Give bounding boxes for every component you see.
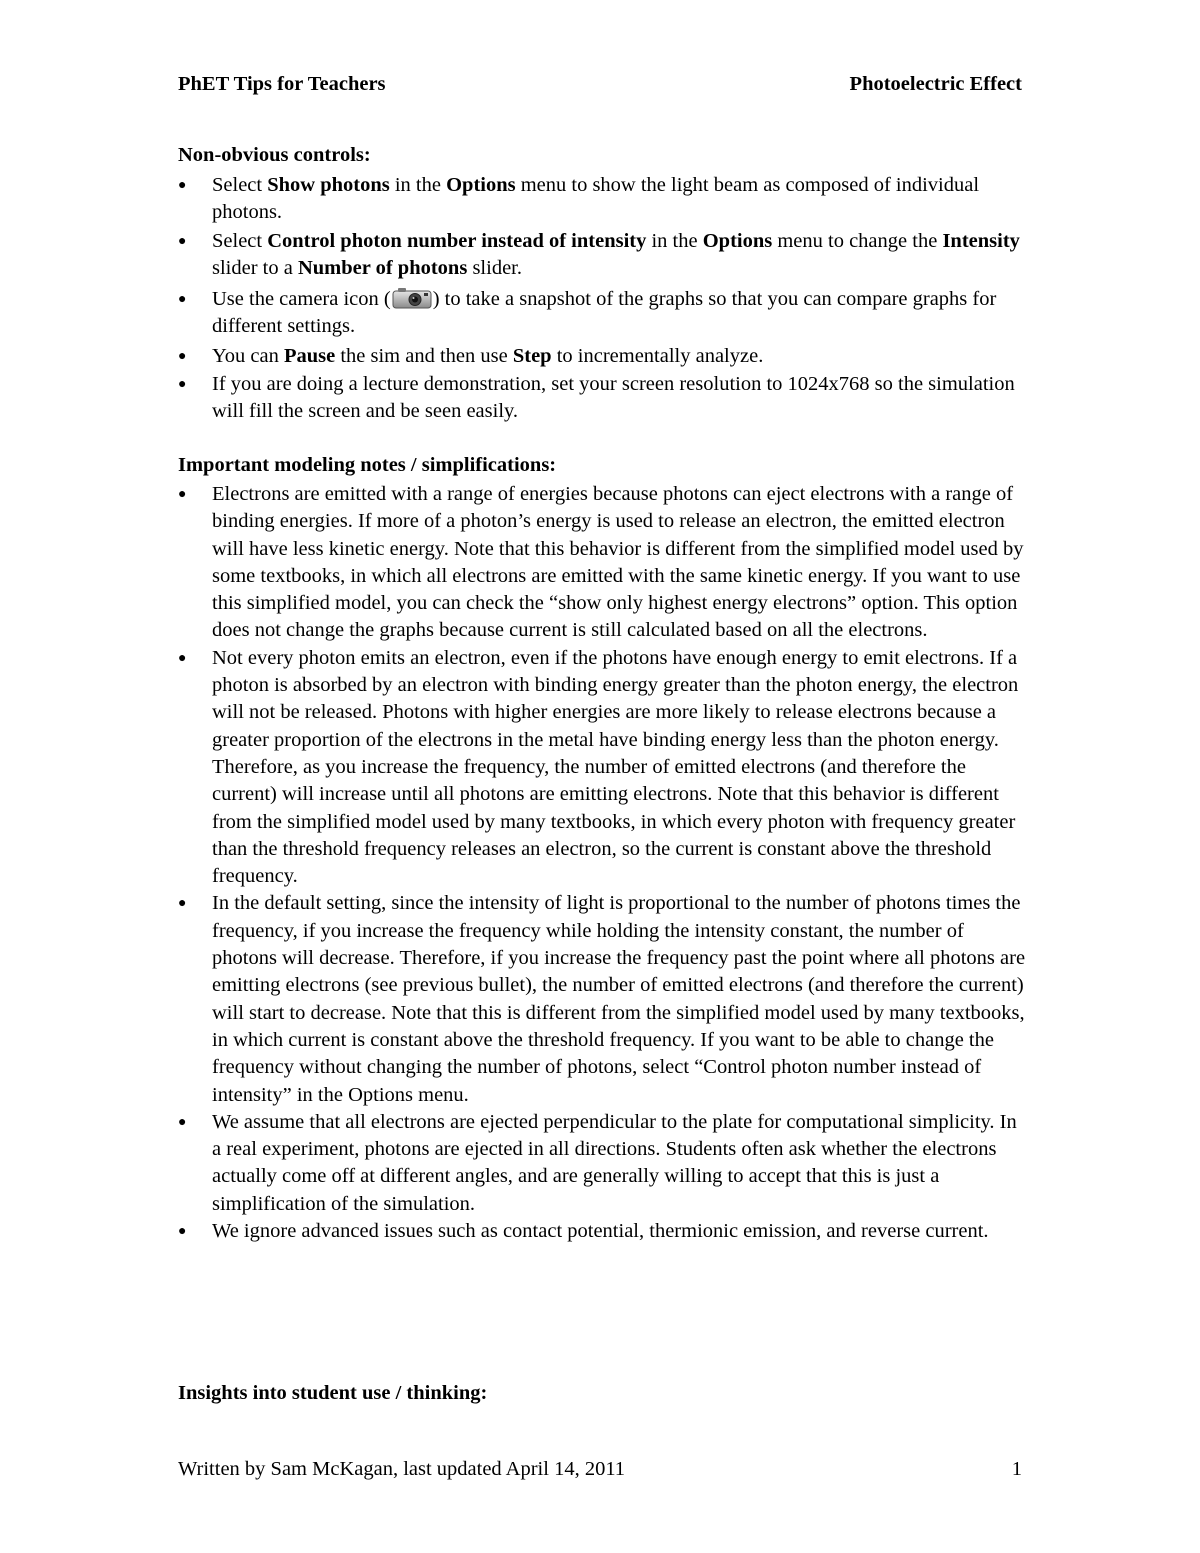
bullet-icon: ● [178,178,187,193]
list-item [178,1218,1028,1245]
item-text: the sim and then use [335,344,513,367]
item-text: in the [646,229,703,252]
item-bold-text: Pause [283,344,336,367]
controls-heading: Non-obvious controls: [178,144,371,166]
item-bold-text: Number of photons [297,256,468,279]
item-text: in the [389,174,447,196]
bullet-icon: ● [178,650,187,666]
item-text: menu to change the [772,229,943,252]
item-text: If you are doing a lecture demonstration, set your screen resolution to 1024x768 so the simulation will fill the screen and be seen easily. [212,373,1015,423]
list-item [178,890,1028,1108]
header-right-title: Photoelectric Effect [849,73,1022,95]
list-item [178,481,1028,645]
bullet-icon: ● [178,1224,187,1240]
item-text: Select [212,229,268,252]
list-item [178,172,1028,227]
item-bold-text: Options [446,174,516,196]
list-item [178,1109,1028,1218]
bullet-icon: ● [178,487,187,502]
item-text: We ignore advanced issues such as contact potential, thermionic emission, and reverse current. [212,1220,989,1243]
list-item [178,228,1028,283]
header-left-title: PhET Tips for Teachers [178,73,386,95]
item-text: Not every photon emits an electron, even if the photons have enough energy to emit electrons. If a photon is absorbed by an electron with binding energy greater than the photon energy, the electron will not be released. Photons with higher energies are more likely to release electrons because a greater proportion of the electrons in the metal have binding energy less than the photon energy. Therefore, as you increase the frequency, the number of emitted electrons (and therefore the current) will increase until all photons are emitting electrons. Note that this behavior is different from the simplified model used by many textbooks, in which every photon with frequency greater than the threshold frequency releases an electron, so the current is constant above the threshold frequency. [212,646,1019,888]
bullet-icon: ● [178,896,187,912]
camera-icon [392,286,432,310]
item-text: menu to show the light beam as composed of individual photons. [212,174,980,224]
bullet-icon: ● [178,377,187,393]
item-bold-text: Control photon number instead of intensity [267,229,647,252]
item-text: slider. [467,256,522,279]
item-text: You can [212,344,284,367]
list-item [178,343,1028,370]
bullet-icon: ● [178,292,187,308]
item-text: Select [212,174,268,196]
item-text: ) to take a snapshot of the graphs so that you can compare graphs for different settings. [212,288,997,338]
page-header [178,73,1022,101]
insights-heading: Insights into student use / thinking: [178,1382,488,1404]
item-bold-text: Intensity [942,229,1020,252]
item-text: Use the camera icon ( [212,288,391,311]
list-item [178,371,1028,426]
item-text: slider to a [212,256,298,279]
list-item [178,286,1028,341]
item-text: to incrementally analyze. [551,344,764,367]
item-bold-text: Show photons [267,174,390,196]
item-text: Electrons are emitted with a range of energies because photons can eject electrons with a range of binding energies. If more of a photon’s energy is used to release an electron, the emitted electron will have less kinetic energy. Note that this behavior is different from the simplified model used by some textbooks, in which all electrons are emitted with the same kinetic energy. If you want to use this simplified model, you can check the “show only highest energy electrons” option. This option does not change the graphs because current is still calculated based on all the electrons. [212,483,1024,642]
controls-list [178,172,1028,426]
item-bold-text: Options [702,229,773,252]
list-item [178,645,1028,891]
page-number: 1 [1011,1458,1022,1480]
bullet-icon: ● [178,233,187,249]
item-bold-text: Step [512,344,552,367]
footer-credit: Written by Sam McKagan, last updated April 14, 2011 [178,1458,626,1480]
item-text: We assume that all electrons are ejected perpendicular to the plate for computational simplicity. In a real experiment, photons are ejected in all directions. Students often ask whether the electrons actually come off at different angles, and are generally willing to accept that this is just a simplification of the simulation. [212,1110,1017,1215]
bullet-icon: ● [178,1114,187,1130]
modeling-heading: Important modeling notes / simplifications: [178,454,557,476]
bullet-icon: ● [178,348,187,364]
item-text: In the default setting, since the intensity of light is proportional to the number of photons times the frequency, if you increase the frequency while holding the intensity constant, the number of photons will decrease. Therefore, if you increase the frequency past the point where all photons are emitting electrons (see previous bullet), the number of emitted electrons (and therefore the current) will start to decrease. Note that this is different from the simplified model used by many textbooks, in which current is constant above the threshold frequency. If you want to be able to change the frequency without changing the number of photons, select “Control photon number instead of intensity” in the Options menu. [212,892,1026,1106]
modeling-list [178,481,1028,1245]
